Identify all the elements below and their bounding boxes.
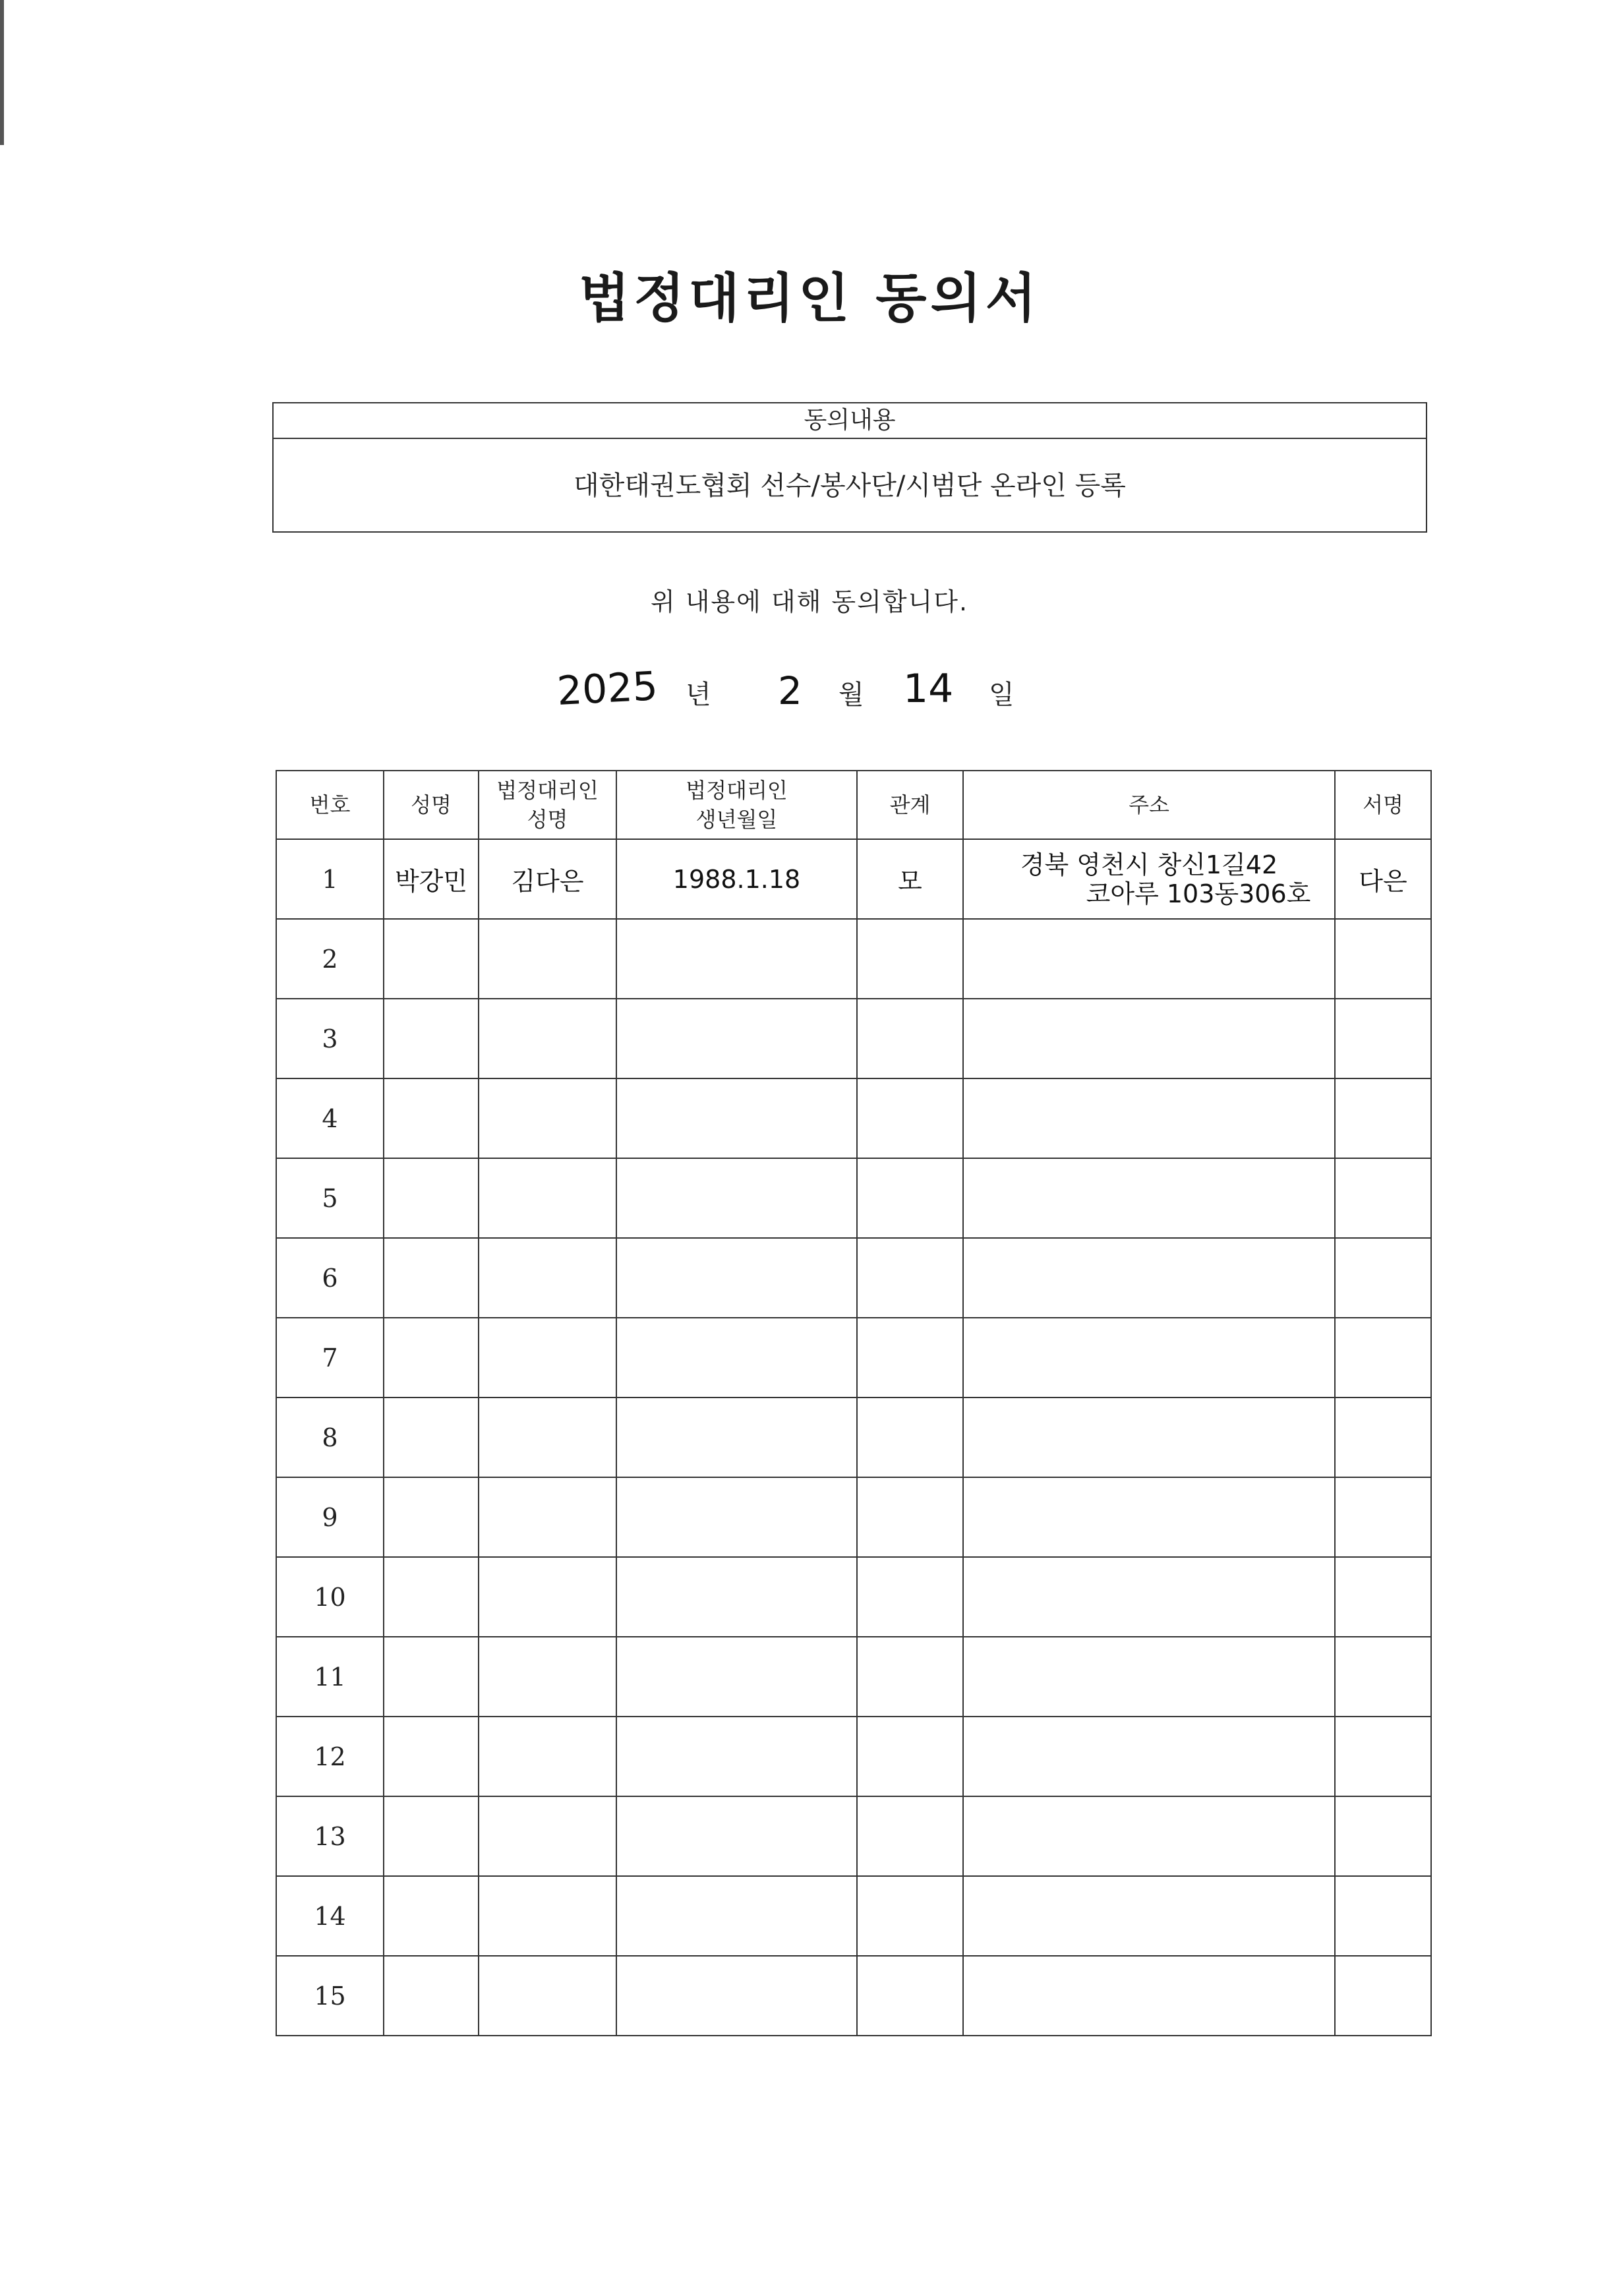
row-address [963, 1717, 1335, 1796]
row-guardian-name [479, 1158, 616, 1238]
date-day: 14 [903, 666, 954, 712]
scan-edge [0, 0, 4, 145]
row-signature [1335, 1318, 1431, 1398]
table-row [276, 1557, 1431, 1637]
row-address [963, 839, 1335, 919]
row-signature [1335, 1637, 1431, 1717]
row-no: 2 [276, 919, 384, 999]
row-address-line1: 경북 영천시 창신1길42 [1020, 850, 1278, 879]
header-guardian-birth-line2: 생년월일 [695, 807, 778, 832]
row-guardian-name: 김다은 [479, 839, 616, 919]
row-signature [1335, 1238, 1431, 1318]
header-signature: 서명 [1335, 771, 1431, 839]
row-guardian-name [479, 1956, 616, 2036]
row-name [384, 1078, 479, 1158]
row-name [384, 1158, 479, 1238]
row-guardian-birth [616, 999, 857, 1078]
row-name [384, 1956, 479, 2036]
row-name: 박강민 [384, 839, 479, 919]
row-guardian-birth [616, 1956, 857, 2036]
row-guardian-name [479, 1637, 616, 1717]
row-address [963, 1796, 1335, 1876]
row-address [963, 1477, 1335, 1557]
header-guardian-name [479, 771, 616, 839]
row-name [384, 1318, 479, 1398]
consent-box [272, 402, 1427, 533]
row-address [963, 1158, 1335, 1238]
header-guardian-birth-line1: 법정대리인 [686, 778, 788, 803]
table-row [276, 999, 1431, 1078]
row-signature [1335, 1398, 1431, 1477]
table-row [276, 1318, 1431, 1398]
row-signature [1335, 1078, 1431, 1158]
row-name [384, 919, 479, 999]
row-address [963, 1876, 1335, 1956]
row-relation [857, 999, 963, 1078]
row-address [963, 1398, 1335, 1477]
table-row [276, 1078, 1431, 1158]
consent-content: 대한태권도협회 선수/봉사단/시범단 온라인 등록 [574, 471, 1126, 501]
row-guardian-name [479, 1398, 616, 1477]
row-signature [1335, 1717, 1431, 1796]
table-row [276, 1637, 1431, 1717]
row-signature [1335, 999, 1431, 1078]
row-no: 14 [276, 1876, 384, 1956]
row-no: 15 [276, 1956, 384, 2036]
row-no: 12 [276, 1717, 384, 1796]
header-relation: 관계 [857, 771, 963, 839]
row-address [963, 1238, 1335, 1318]
date-year-label: 년 [686, 680, 711, 710]
row-guardian-name [479, 1717, 616, 1796]
table-row [276, 1876, 1431, 1956]
row-address [963, 999, 1335, 1078]
agreement-statement: 위 내용에 대해 동의합니다. [650, 587, 969, 616]
row-relation [857, 1318, 963, 1398]
row-address [963, 919, 1335, 999]
row-guardian-birth [616, 1876, 857, 1956]
row-no: 7 [276, 1318, 384, 1398]
table-row [276, 1158, 1431, 1238]
row-guardian-birth [616, 1238, 857, 1318]
row-signature [1335, 1557, 1431, 1637]
row-guardian-name [479, 1557, 616, 1637]
row-guardian-birth [616, 1318, 857, 1398]
row-no: 8 [276, 1398, 384, 1477]
row-name [384, 1477, 479, 1557]
row-relation [857, 1876, 963, 1956]
row-signature [1335, 1876, 1431, 1956]
table-row [276, 1398, 1431, 1477]
row-guardian-name [479, 999, 616, 1078]
row-relation [857, 1078, 963, 1158]
row-guardian-birth [616, 1078, 857, 1158]
row-address-line2: 코아루 103동306호 [1086, 879, 1311, 908]
page-title: 법정대리인 동의서 [578, 268, 1041, 329]
row-guardian-birth [616, 1796, 857, 1876]
table-row [276, 1477, 1431, 1557]
row-guardian-name [479, 1796, 616, 1876]
date-day-label: 일 [989, 680, 1015, 710]
row-name [384, 1398, 479, 1477]
row-name [384, 1557, 479, 1637]
row-relation [857, 1557, 963, 1637]
row-signature [1335, 1477, 1431, 1557]
header-address: 주소 [963, 771, 1335, 839]
row-address [963, 1078, 1335, 1158]
row-guardian-birth [616, 1398, 857, 1477]
consent-heading: 동의내용 [274, 403, 1426, 439]
row-guardian-birth [616, 1557, 857, 1637]
header-guardian-name-line1: 법정대리인 [496, 778, 599, 803]
row-relation [857, 1717, 963, 1796]
date-month-label: 월 [839, 680, 864, 710]
row-guardian-birth: 1988.1.18 [616, 839, 857, 919]
row-no: 4 [276, 1078, 384, 1158]
row-signature [1335, 1796, 1431, 1876]
row-relation [857, 1637, 963, 1717]
row-guardian-name [479, 1078, 616, 1158]
row-relation [857, 1398, 963, 1477]
row-guardian-name [479, 919, 616, 999]
table-row [276, 1796, 1431, 1876]
row-relation [857, 1477, 963, 1557]
row-name [384, 999, 479, 1078]
row-name [384, 1637, 479, 1717]
header-guardian-name-line2: 성명 [527, 807, 568, 832]
header-guardian-birth [616, 771, 857, 839]
row-no: 5 [276, 1158, 384, 1238]
row-signature [1335, 919, 1431, 999]
row-address [963, 1318, 1335, 1398]
row-relation [857, 1238, 963, 1318]
table-header-row [276, 771, 1431, 839]
table-row [276, 1956, 1431, 2036]
row-guardian-birth [616, 919, 857, 999]
row-no: 10 [276, 1557, 384, 1637]
row-address [963, 1557, 1335, 1637]
row-no: 1 [276, 839, 384, 919]
row-no: 6 [276, 1238, 384, 1318]
row-relation [857, 1796, 963, 1876]
table-row [276, 1238, 1431, 1318]
row-guardian-birth [616, 1158, 857, 1238]
row-address [963, 1637, 1335, 1717]
row-guardian-birth [616, 1477, 857, 1557]
row-name [384, 1796, 479, 1876]
row-relation [857, 1956, 963, 2036]
date-month: 2 [778, 668, 802, 713]
row-guardian-birth [616, 1637, 857, 1717]
row-no: 3 [276, 999, 384, 1078]
row-signature [1335, 1956, 1431, 2036]
row-name [384, 1876, 479, 1956]
row-relation [857, 919, 963, 999]
row-name [384, 1238, 479, 1318]
row-no: 9 [276, 1477, 384, 1557]
row-guardian-name [479, 1477, 616, 1557]
row-address [963, 1956, 1335, 2036]
row-signature [1335, 1158, 1431, 1238]
table-row [276, 839, 1431, 919]
guardian-table [276, 770, 1432, 2036]
row-relation [857, 1158, 963, 1238]
header-no: 번호 [276, 771, 384, 839]
row-guardian-name [479, 1318, 616, 1398]
row-name [384, 1717, 479, 1796]
row-guardian-birth [616, 1717, 857, 1796]
row-guardian-name [479, 1876, 616, 1956]
row-guardian-name [479, 1238, 616, 1318]
row-no: 11 [276, 1637, 384, 1717]
row-no: 13 [276, 1796, 384, 1876]
date-year: 2025 [556, 663, 659, 715]
row-relation: 모 [857, 839, 963, 919]
row-signature: 다은 [1335, 839, 1431, 919]
table-row [276, 1717, 1431, 1796]
header-name: 성명 [384, 771, 479, 839]
table-row [276, 919, 1431, 999]
